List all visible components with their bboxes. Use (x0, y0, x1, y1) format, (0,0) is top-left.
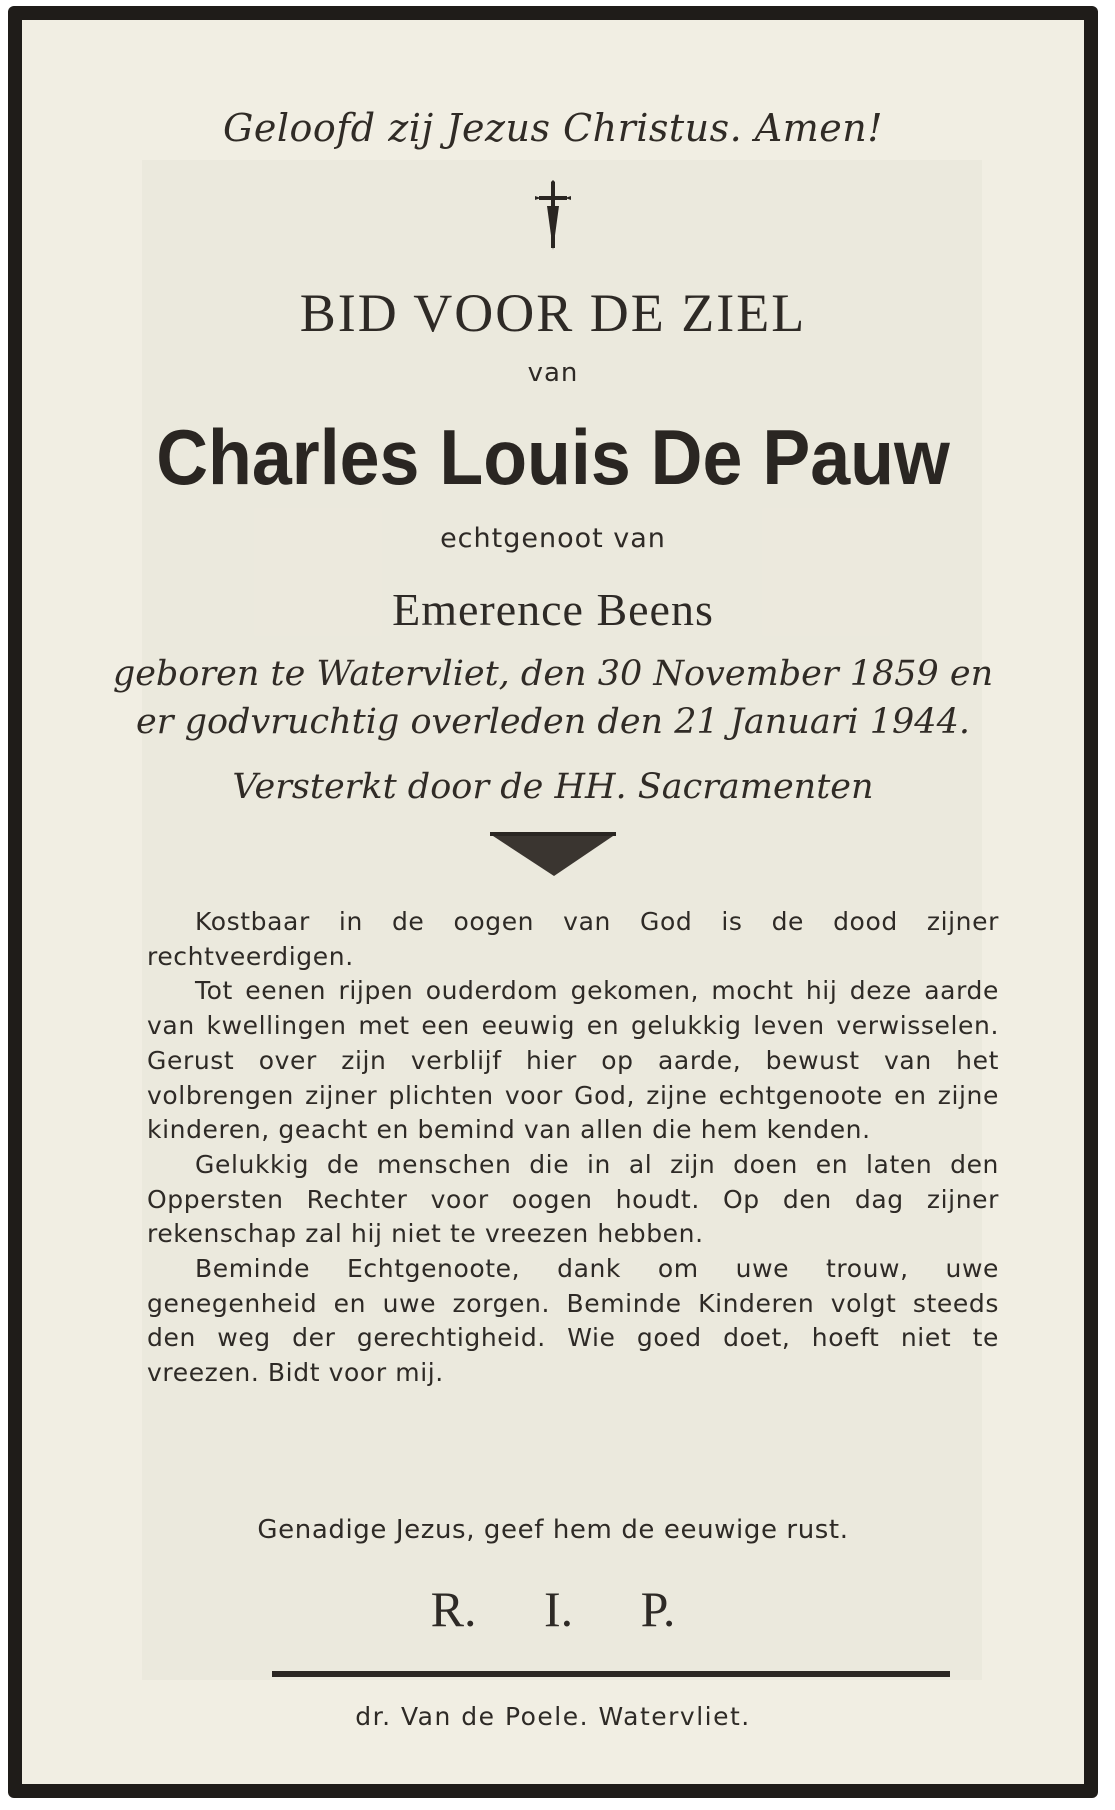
spouse-name: Emerence Beens (392, 584, 714, 635)
death-line: er godvruchtig overleden den 21 Januari 1944. (136, 702, 970, 742)
divider-rule (272, 1671, 950, 1677)
birth-line: geboren te Watervliet, den 30 November 1859 en (112, 654, 994, 694)
eulogy-text (147, 905, 999, 1391)
van-label: van (527, 358, 579, 388)
triangle-ornament-icon (22, 830, 1084, 878)
card-paper (22, 20, 1084, 1784)
eulogy-paragraph-4: Beminde Echtgenoote, dank om uwe trouw, uwe genegenheid en uwe zorgen. Beminde Kinderen volgt steeds den weg der gerechtigheid. Wie goed doet, hoeft niet te vreezen. Bidt voor mij. (147, 1254, 999, 1388)
deceased-name: Charles Louis De Pauw (156, 413, 950, 501)
memorial-card (8, 6, 1098, 1798)
closing-prayer: Genadige Jezus, geef hem de eeuwige rust. (257, 1515, 849, 1545)
printer-credit: dr. Van de Poele. Watervliet. (355, 1702, 751, 1731)
eulogy-paragraph-2: Tot eenen rijpen ouderdom gekomen, mocht hij deze aarde van kwellingen met een eeuwig en gelukkig leven verwisselen. Gerust over zijn verblijf hier op aarde, bewust van het volbrengen zijner plichten voor God, zijne echtgenoote en zijne kinderen, geacht en bemind van allen die hem kenden. (147, 976, 999, 1145)
rip-letters: R. I. P. (430, 1581, 676, 1637)
sacraments-line: Versterkt door de HH. Sacramenten (232, 767, 874, 807)
cross-icon (22, 180, 1084, 252)
title: BID VOOR DE ZIEL (299, 283, 807, 343)
eulogy-paragraph-3: Gelukkig de menschen die in al zijn doen en laten den Oppersten Rechter voor oogen houdt. Op den dag zijner rekenschap zal hij niet te vreezen hebben. (147, 1149, 999, 1249)
eulogy-paragraph-1: Kostbaar in de oogen van God is de dood zijner rechtveerdigen. (147, 907, 999, 971)
spouse-prefix: echtgenoot van (440, 523, 666, 554)
header-invocation: Geloofd zij Jezus Christus. Amen! (222, 106, 884, 150)
